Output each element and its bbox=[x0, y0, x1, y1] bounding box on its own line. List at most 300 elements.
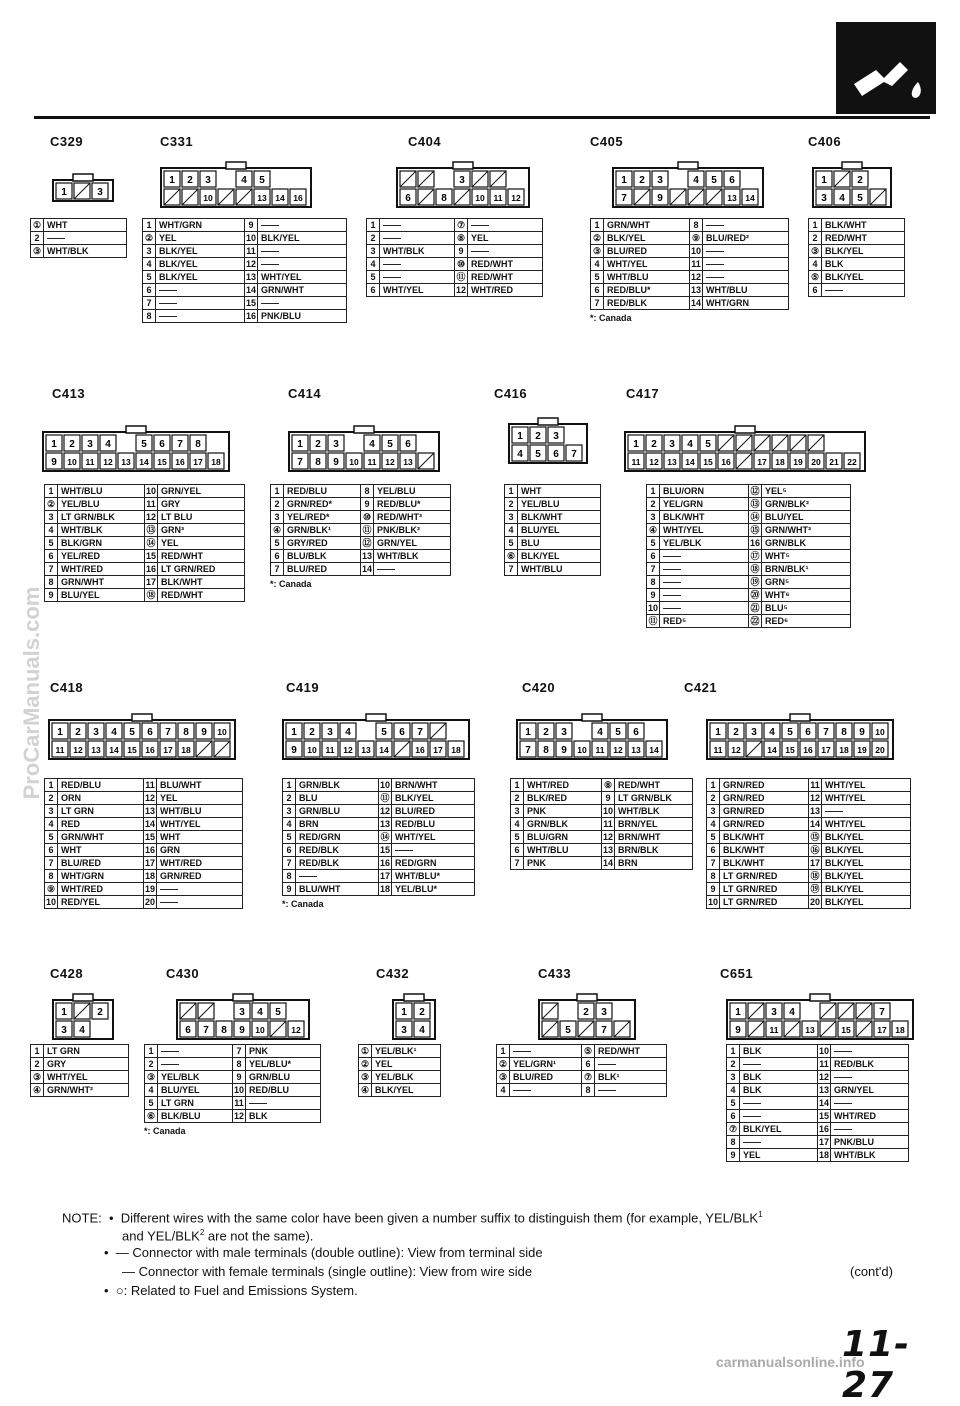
c421-pin-table bbox=[706, 778, 911, 909]
c418-cavity-number: 13 bbox=[91, 745, 101, 755]
wire-color: BLK/YEL bbox=[822, 896, 911, 909]
c418-cavity bbox=[196, 723, 212, 739]
table-row bbox=[359, 1045, 441, 1058]
wire-color: GRY/RED bbox=[284, 537, 361, 550]
table-row bbox=[647, 615, 851, 628]
c433-title: C433 bbox=[538, 966, 572, 981]
c651-cavity-number: 17 bbox=[877, 1025, 887, 1035]
pin-number: 8 bbox=[45, 870, 58, 883]
c413-cavity bbox=[82, 435, 98, 451]
c329-cavity bbox=[92, 183, 108, 199]
c428-cavity bbox=[56, 1021, 72, 1037]
table-row bbox=[45, 563, 245, 576]
wire-color: WHT/BLK bbox=[374, 550, 451, 563]
table-row bbox=[511, 857, 693, 870]
c430-cavity bbox=[252, 1003, 268, 1019]
wire-color: RED/BLK bbox=[604, 297, 690, 310]
wire-color: WHT/BLU bbox=[518, 563, 601, 576]
pin-number: ⑥ bbox=[145, 1110, 158, 1123]
c414-lock-tab bbox=[354, 426, 374, 433]
wire-color: WHT bbox=[518, 485, 601, 498]
pin-number: 8 bbox=[233, 1058, 246, 1071]
c651-cavity-number: 7 bbox=[879, 1007, 885, 1018]
c405-title: C405 bbox=[590, 134, 624, 149]
c430-cavity-number: 5 bbox=[275, 1007, 281, 1018]
pin-number: 16 bbox=[750, 538, 761, 548]
c430-cavity bbox=[234, 1003, 250, 1019]
c329-cavity bbox=[56, 183, 72, 199]
c405-cavity-number: 2 bbox=[639, 175, 645, 186]
c420-cavity bbox=[520, 741, 536, 757]
wire-color: —— bbox=[660, 602, 749, 615]
c405-cavity-number: 3 bbox=[657, 175, 663, 186]
wire-color: —— bbox=[380, 219, 455, 232]
table-row bbox=[591, 271, 789, 284]
table-row bbox=[497, 1058, 667, 1071]
table-row bbox=[497, 1084, 667, 1097]
c420-pin-table bbox=[510, 778, 693, 870]
table-row bbox=[511, 844, 693, 857]
pin-number: 2 bbox=[271, 498, 284, 511]
c419-cavity-number: 7 bbox=[417, 727, 423, 738]
c419-cavity bbox=[412, 741, 428, 757]
c419-cavity-number: 11 bbox=[325, 745, 335, 755]
wire-color: BLU/WHT bbox=[157, 779, 243, 792]
table-row bbox=[45, 883, 243, 896]
c421-cavity bbox=[872, 723, 888, 739]
c420-cavity bbox=[556, 741, 572, 757]
c413-cavity bbox=[100, 435, 116, 451]
wire-color: BLK/WHT bbox=[158, 576, 245, 589]
pin-number: 12 bbox=[691, 272, 702, 282]
pin-number: 14 bbox=[819, 1098, 830, 1108]
c331-face-diagram bbox=[160, 160, 312, 208]
wire-color: BLK bbox=[246, 1110, 321, 1123]
pin-number: 7 bbox=[505, 563, 518, 576]
wire-color: BLK/WHT bbox=[518, 511, 601, 524]
c421-cavity bbox=[710, 723, 726, 739]
c428-cavity-number: 1 bbox=[61, 1007, 67, 1018]
c414-cavity bbox=[364, 435, 380, 451]
table-row bbox=[511, 831, 693, 844]
c418-cavity bbox=[214, 723, 230, 739]
pin-number: 13 bbox=[603, 845, 614, 855]
pin-number: 8 bbox=[690, 219, 703, 232]
pin-number: 11 bbox=[691, 259, 701, 269]
wire-color: BLU/RED bbox=[58, 857, 144, 870]
table-row bbox=[809, 284, 905, 297]
wire-color: RED/BLU bbox=[246, 1084, 321, 1097]
wire-color: GRN/RED bbox=[720, 779, 809, 792]
pin-number: ② bbox=[497, 1058, 510, 1071]
c404-lock-tab bbox=[453, 162, 473, 169]
table-row bbox=[647, 537, 851, 550]
c416-cavity bbox=[512, 427, 528, 443]
pin-number: 10 bbox=[648, 603, 659, 613]
pin-number: ㉒ bbox=[750, 616, 760, 626]
c651-cavity bbox=[892, 1021, 908, 1037]
c428-title: C428 bbox=[50, 966, 84, 981]
c331-cavity-number: 14 bbox=[275, 193, 285, 203]
wire-color: RED/GRN bbox=[296, 831, 379, 844]
table-row bbox=[45, 524, 245, 537]
c418-cavity-number: 11 bbox=[55, 745, 65, 755]
table-row bbox=[31, 1084, 129, 1097]
pin-number: 11 bbox=[246, 246, 256, 256]
c417-cavity bbox=[790, 453, 806, 469]
c418-cavity bbox=[88, 723, 104, 739]
c406-lock-tab bbox=[842, 162, 862, 169]
wire-color: BLU/RED bbox=[604, 245, 690, 258]
c421-cavity bbox=[728, 723, 744, 739]
c413-cavity bbox=[46, 453, 62, 469]
pin-number: 17 bbox=[810, 858, 821, 868]
c651-cavity bbox=[766, 1003, 782, 1019]
c651-cavity bbox=[838, 1021, 854, 1037]
c414-cavity-number: 2 bbox=[315, 439, 321, 450]
wire-color: BLU/RED bbox=[284, 563, 361, 576]
c331-cavity-number: 3 bbox=[205, 175, 211, 186]
c430-cavity-number: 7 bbox=[203, 1025, 209, 1036]
wire-color: BLK/WHT bbox=[720, 857, 809, 870]
wire-color: BLK/YEL bbox=[392, 792, 475, 805]
pin-number: 3 bbox=[727, 1071, 740, 1084]
c414-pin-table bbox=[270, 484, 451, 576]
pin-number: 8 bbox=[707, 870, 720, 883]
c420-cavity-number: 6 bbox=[633, 727, 639, 738]
c418-cavity bbox=[70, 741, 86, 757]
c418-cavity bbox=[160, 741, 176, 757]
wire-color: —— bbox=[158, 1045, 233, 1058]
table-row bbox=[505, 524, 601, 537]
c421-cavity-number: 5 bbox=[787, 727, 793, 738]
c405-cavity bbox=[616, 171, 632, 187]
c413-cavity bbox=[190, 435, 206, 451]
c419-cavity-number: 1 bbox=[291, 727, 297, 738]
c416-cavity bbox=[512, 445, 528, 461]
wire-color: —— bbox=[44, 232, 127, 245]
c421-cavity bbox=[746, 741, 762, 757]
pin-number: 17 bbox=[819, 1137, 830, 1147]
note-text-5: Related to Fuel and Emissions System. bbox=[130, 1283, 358, 1298]
wire-color: WHT/RED bbox=[157, 857, 243, 870]
c413-cavity-number: 15 bbox=[157, 457, 167, 467]
c418-cavity bbox=[52, 723, 68, 739]
c420-cavity bbox=[556, 723, 572, 739]
c418-title: C418 bbox=[50, 680, 84, 695]
c331-cavity bbox=[200, 189, 216, 205]
c418-cavity-number: 18 bbox=[181, 745, 191, 755]
c432-cavity-number: 4 bbox=[419, 1025, 425, 1036]
c420-cavity bbox=[646, 741, 662, 757]
wire-color: —— bbox=[740, 1110, 818, 1123]
pin-number: ⑲ bbox=[750, 577, 760, 587]
c433-cavity bbox=[596, 1003, 612, 1019]
table-row bbox=[505, 537, 601, 550]
c433-cavity bbox=[560, 1021, 576, 1037]
c419-cavity bbox=[448, 741, 464, 757]
wire-color: WHT⁶ bbox=[762, 589, 851, 602]
pin-number: ③ bbox=[591, 245, 604, 258]
c421-cavity-number: 1 bbox=[715, 727, 721, 738]
wire-color: —— bbox=[595, 1058, 667, 1071]
pin-number: 17 bbox=[380, 871, 391, 881]
wire-color: —— bbox=[258, 258, 347, 271]
c414-cavity-number: 8 bbox=[315, 457, 321, 468]
pin-number: ⑪ bbox=[648, 616, 658, 626]
wire-color: BLU/YEL bbox=[158, 1084, 233, 1097]
c651-cavity bbox=[766, 1021, 782, 1037]
wire-color: RED bbox=[58, 818, 144, 831]
wire-color: —— bbox=[157, 896, 243, 909]
c414-cavity-number: 3 bbox=[333, 439, 339, 450]
header-rule bbox=[34, 116, 930, 119]
c418-cavity-number: 1 bbox=[57, 727, 63, 738]
c414-cavity bbox=[364, 453, 380, 469]
pin-number: 5 bbox=[145, 1097, 158, 1110]
c329-lock-tab bbox=[73, 174, 93, 181]
table-row bbox=[45, 896, 243, 909]
wire-color: RED/WHT bbox=[822, 232, 905, 245]
c416-face-diagram bbox=[508, 416, 588, 464]
c417-cavity-number: 1 bbox=[633, 439, 639, 450]
c413-cavity-number: 6 bbox=[159, 439, 165, 450]
c651-cavity bbox=[856, 1021, 872, 1037]
c414-cavity-number: 9 bbox=[333, 457, 339, 468]
c404-pin-table bbox=[366, 218, 543, 297]
c651-cavity bbox=[730, 1003, 746, 1019]
pin-number: 14 bbox=[246, 285, 257, 295]
table-row bbox=[497, 1071, 667, 1084]
pin-number: 6 bbox=[143, 284, 156, 297]
c433-cavity-number: 7 bbox=[601, 1025, 607, 1036]
c420-cavity-number: 10 bbox=[577, 745, 587, 755]
c651-cavity bbox=[820, 1003, 836, 1019]
wire-color: YEL/BLU bbox=[374, 485, 451, 498]
c651-cavity-number: 11 bbox=[769, 1025, 779, 1035]
wire-color: GRN/YEL bbox=[158, 485, 245, 498]
c418-cavity-number: 8 bbox=[183, 727, 189, 738]
c414-cavity bbox=[382, 435, 398, 451]
wire-color: —— bbox=[831, 1045, 909, 1058]
c416-cavity bbox=[530, 445, 546, 461]
c413-cavity-number: 8 bbox=[195, 439, 201, 450]
c428-cavity-number: 2 bbox=[97, 1007, 103, 1018]
c432-pin-table bbox=[358, 1044, 441, 1097]
c419-cavity bbox=[430, 741, 446, 757]
pin-number: ⑦ bbox=[582, 1071, 595, 1084]
pin-number: ⑤ bbox=[582, 1045, 595, 1058]
table-row bbox=[647, 498, 851, 511]
wire-color: YEL bbox=[740, 1149, 818, 1162]
c413-cavity bbox=[172, 453, 188, 469]
pin-number: 16 bbox=[146, 564, 157, 574]
c417-cavity-number: 12 bbox=[649, 457, 659, 467]
wire-color: —— bbox=[510, 1045, 582, 1058]
wire-color: RED/WHT bbox=[158, 589, 245, 602]
c430-cavity-number: 6 bbox=[185, 1025, 191, 1036]
c404-cavity-number: 11 bbox=[493, 193, 503, 203]
pin-number: ⑨ bbox=[45, 883, 58, 896]
pin-number: ⑫ bbox=[750, 486, 760, 496]
c405-cavity bbox=[670, 189, 686, 205]
pin-number: 13 bbox=[819, 1085, 830, 1095]
wire-color: —— bbox=[660, 576, 749, 589]
table-row bbox=[707, 883, 911, 896]
c421-cavity-number: 14 bbox=[767, 745, 777, 755]
c406-cavity bbox=[852, 189, 868, 205]
wire-color: WHT/GRN bbox=[703, 297, 789, 310]
pin-number: ⑩ bbox=[361, 511, 374, 524]
c405-canada-note: *: Canada bbox=[590, 313, 632, 323]
pin-number: 2 bbox=[145, 1058, 158, 1071]
c418-cavity-number: 6 bbox=[147, 727, 153, 738]
c417-cavity-number: 21 bbox=[829, 457, 839, 467]
pin-number: 12 bbox=[246, 259, 257, 269]
pin-number: 1 bbox=[727, 1045, 740, 1058]
table-row bbox=[591, 232, 789, 245]
c413-cavity-number: 4 bbox=[105, 439, 111, 450]
c432-cavity-number: 1 bbox=[401, 1007, 407, 1018]
wire-color: BLU/YEL bbox=[762, 511, 851, 524]
table-row bbox=[45, 485, 245, 498]
c404-cavity-number: 8 bbox=[441, 193, 447, 204]
pin-number: 8 bbox=[582, 1084, 595, 1097]
c430-cavity bbox=[270, 1021, 286, 1037]
wire-color: BLU/YEL bbox=[58, 589, 145, 602]
wire-color: BLK/YEL bbox=[822, 271, 905, 284]
c418-cavity bbox=[142, 723, 158, 739]
pin-number: ⑪ bbox=[456, 272, 466, 282]
wire-color: GRN/RED bbox=[720, 805, 809, 818]
pin-number: 15 bbox=[246, 298, 257, 308]
pin-number: 8 bbox=[283, 870, 296, 883]
c417-cavity bbox=[772, 435, 788, 451]
wire-color: WHT/BLK bbox=[58, 524, 145, 537]
c428-cavity bbox=[56, 1003, 72, 1019]
pin-number: ③ bbox=[497, 1071, 510, 1084]
pin-number: 4 bbox=[45, 524, 58, 537]
pin-number: 4 bbox=[591, 258, 604, 271]
note-text-4: — Connector with female terminals (single outline): View from wire side bbox=[122, 1264, 533, 1279]
pin-number: ⑭ bbox=[380, 832, 390, 842]
pin-number: 14 bbox=[810, 819, 821, 829]
c413-title: C413 bbox=[52, 386, 86, 401]
c406-cavity-number: 4 bbox=[839, 193, 845, 204]
wire-color: BLU⁵ bbox=[762, 602, 851, 615]
table-row bbox=[45, 844, 243, 857]
c413-cavity-number: 10 bbox=[67, 457, 77, 467]
wire-color: WHT/BLK bbox=[380, 245, 455, 258]
c331-cavity bbox=[290, 189, 306, 205]
pin-number: 5 bbox=[511, 831, 524, 844]
c433-cavity bbox=[578, 1021, 594, 1037]
table-row bbox=[367, 258, 543, 271]
wire-color: WHT/GRN bbox=[58, 870, 144, 883]
wire-color: —— bbox=[595, 1084, 667, 1097]
table-row bbox=[45, 498, 245, 511]
c418-cavity-number: 2 bbox=[75, 727, 81, 738]
wire-color: GRN bbox=[157, 844, 243, 857]
table-row bbox=[45, 779, 243, 792]
pin-number: 3 bbox=[707, 805, 720, 818]
note-line-2 bbox=[122, 1224, 313, 1244]
wire-color: YEL/BLK bbox=[660, 537, 749, 550]
wire-color: YEL/RED* bbox=[284, 511, 361, 524]
c432-face-diagram bbox=[392, 992, 436, 1040]
wire-color: WHT/YEL bbox=[822, 792, 911, 805]
table-row bbox=[591, 284, 789, 297]
c329-cavity-number: 3 bbox=[97, 187, 103, 198]
table-row bbox=[271, 563, 451, 576]
pin-number: 3 bbox=[647, 511, 660, 524]
c413-cavity-number: 12 bbox=[103, 457, 113, 467]
pin-number: 5 bbox=[591, 271, 604, 284]
c419-cavity bbox=[322, 741, 338, 757]
pin-number: 6 bbox=[283, 844, 296, 857]
c420-lock-tab bbox=[582, 714, 602, 721]
pin-number: 9 bbox=[283, 883, 296, 896]
wire-color: GRN/BLK² bbox=[762, 498, 851, 511]
c405-cavity bbox=[616, 189, 632, 205]
circle-icon: ○: bbox=[115, 1283, 128, 1298]
c417-cavity bbox=[646, 435, 662, 451]
table-row bbox=[591, 297, 789, 310]
pin-number: 8 bbox=[45, 576, 58, 589]
table-row bbox=[45, 511, 245, 524]
c417-cavity bbox=[754, 453, 770, 469]
c414-cavity-number: 5 bbox=[387, 439, 393, 450]
wire-color: BLK/WHT bbox=[660, 511, 749, 524]
pin-number: 1 bbox=[647, 485, 660, 498]
c432-lock-tab bbox=[404, 994, 424, 1001]
wire-color: BRN bbox=[615, 857, 693, 870]
pin-number: 5 bbox=[143, 271, 156, 284]
table-row bbox=[45, 870, 243, 883]
wire-color: BLK/YEL bbox=[822, 870, 911, 883]
table-row bbox=[145, 1058, 321, 1071]
wire-color: YEL bbox=[468, 232, 543, 245]
table-row bbox=[511, 818, 693, 831]
c421-cavity-number: 17 bbox=[821, 745, 831, 755]
c418-cavity bbox=[106, 741, 122, 757]
pin-number: 4 bbox=[707, 818, 720, 831]
wire-color: WHT/YEL bbox=[44, 1071, 129, 1084]
wire-color: —— bbox=[822, 805, 911, 818]
c651-cavity-number: 9 bbox=[735, 1025, 741, 1036]
table-row bbox=[283, 831, 475, 844]
wire-color: BRN/YEL bbox=[615, 818, 693, 831]
table-row bbox=[809, 245, 905, 258]
c430-cavity-number: 4 bbox=[257, 1007, 263, 1018]
pin-number: 17 bbox=[146, 577, 157, 587]
c421-cavity bbox=[764, 741, 780, 757]
pin-number: 7 bbox=[45, 563, 58, 576]
c651-cavity bbox=[748, 1021, 764, 1037]
c418-cavity bbox=[142, 741, 158, 757]
c405-cavity-number: 9 bbox=[657, 193, 663, 204]
note-text-2b: are not the same). bbox=[204, 1228, 314, 1244]
c421-cavity-number: 6 bbox=[805, 727, 811, 738]
wire-color: RED/BLU* bbox=[374, 498, 451, 511]
c416-cavity-number: 6 bbox=[553, 449, 559, 460]
wire-color: YEL bbox=[156, 232, 245, 245]
c331-cavity bbox=[254, 171, 270, 187]
wire-color: LT GRN/RED bbox=[720, 883, 809, 896]
wire-color: YEL/BLK¹ bbox=[372, 1045, 441, 1058]
c416-cavity-number: 5 bbox=[535, 449, 541, 460]
pin-number: 17 bbox=[145, 858, 156, 868]
